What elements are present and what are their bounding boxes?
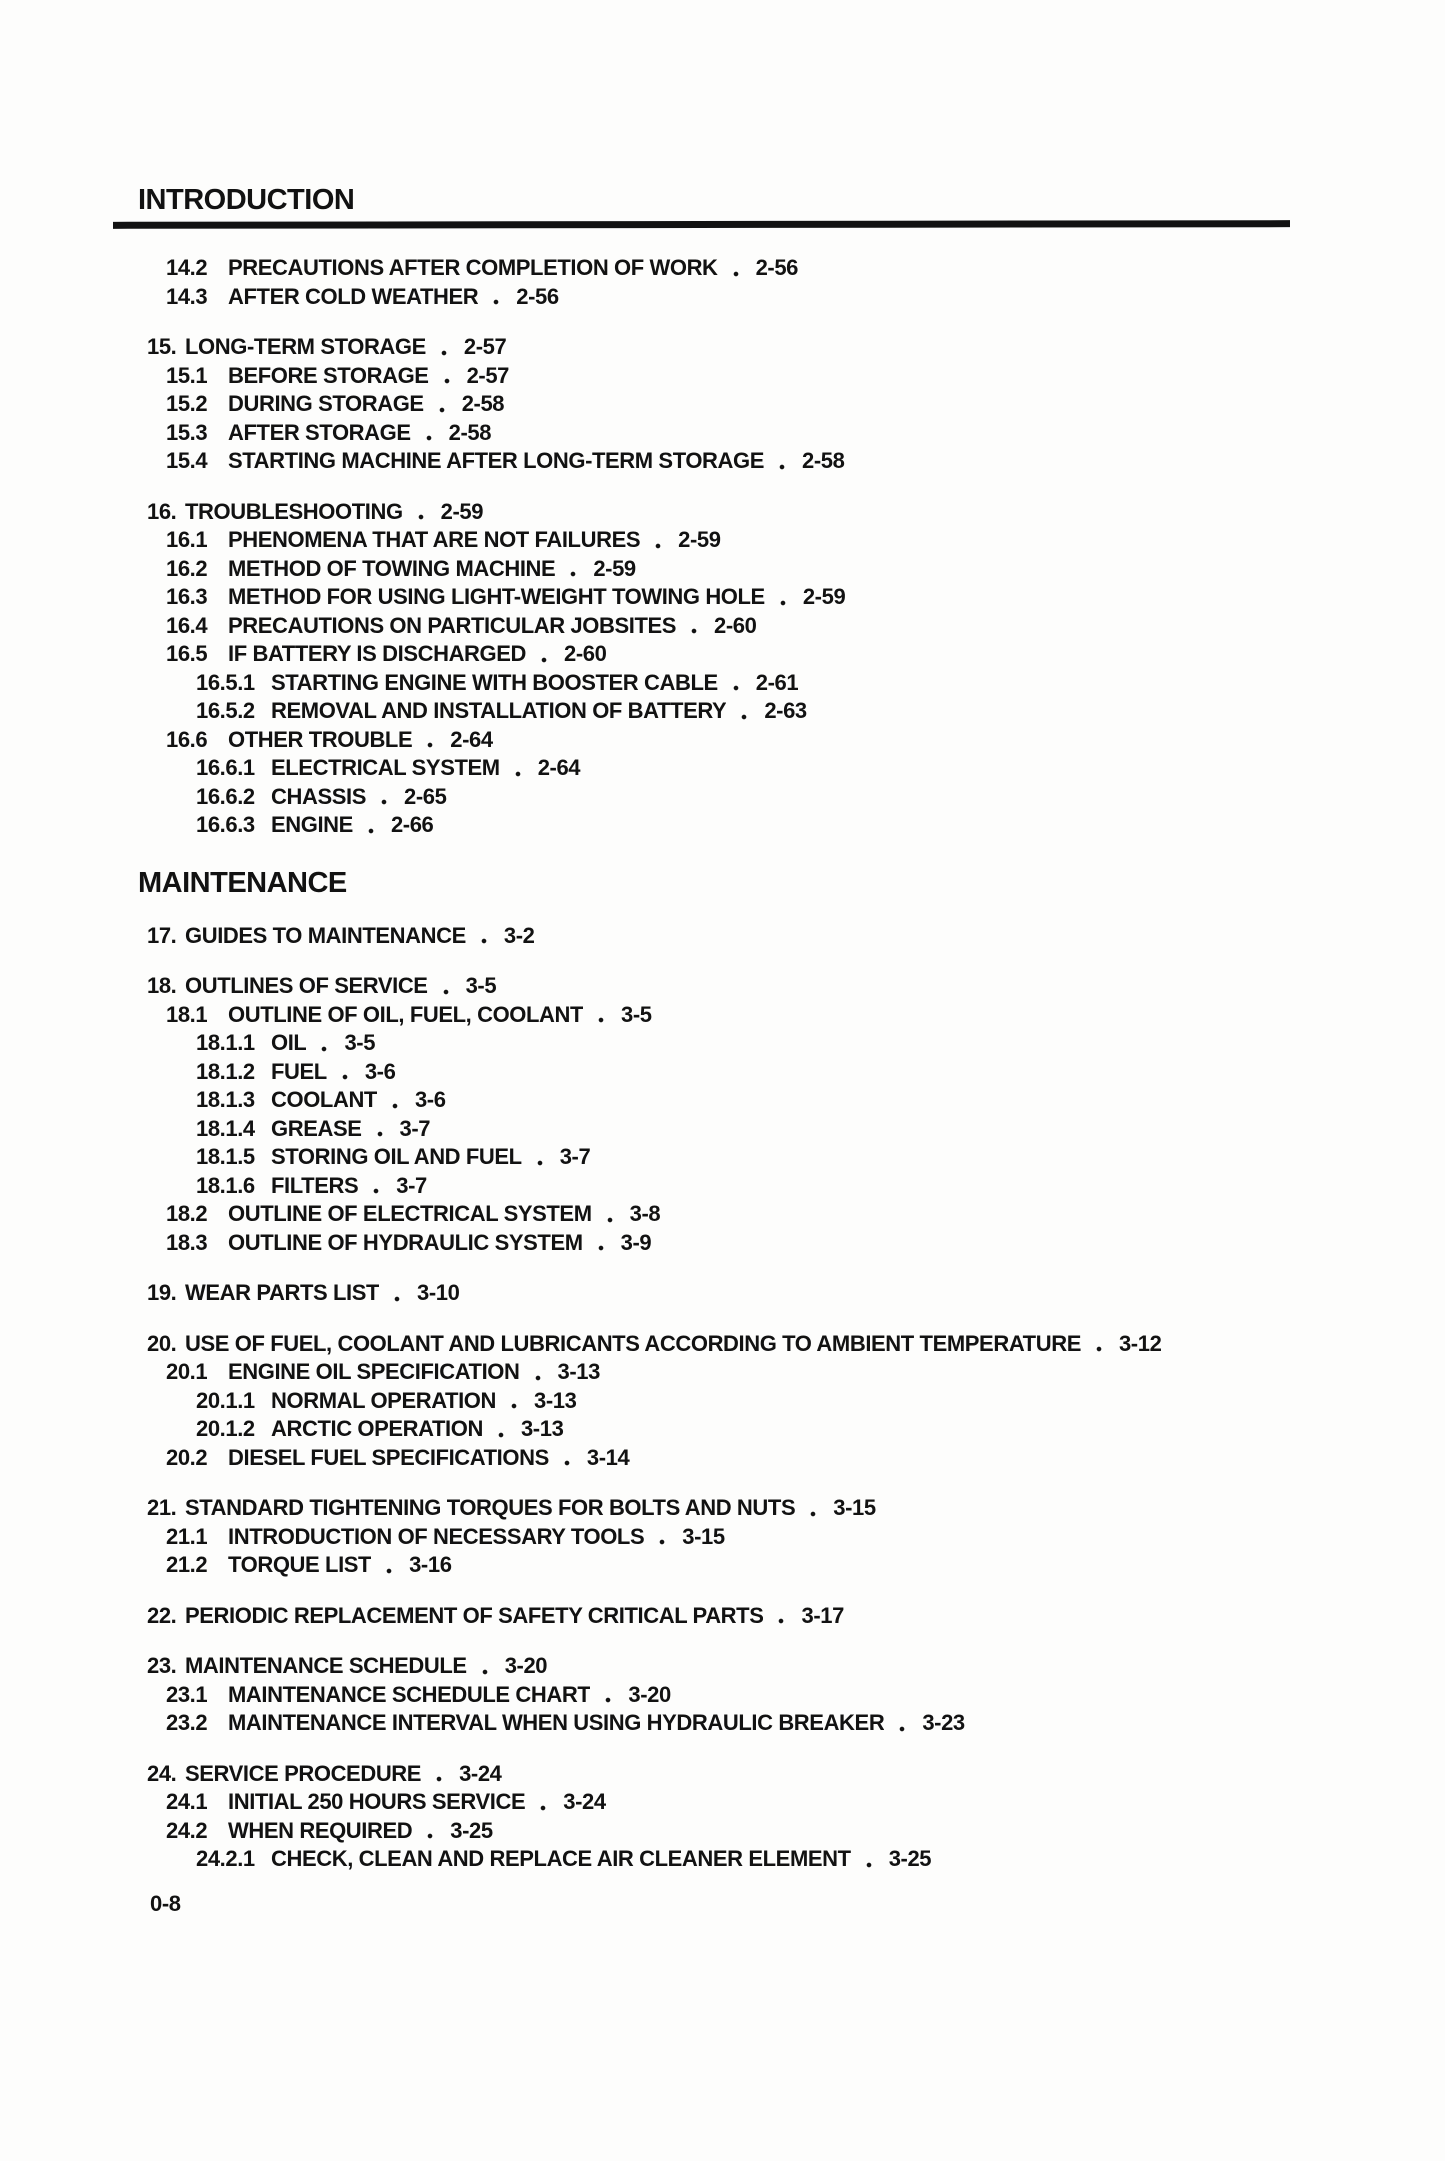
toc-entry — [147, 1143, 1287, 1172]
toc-entry — [147, 783, 1287, 812]
toc-group — [147, 1494, 1287, 1580]
toc-entry — [147, 555, 1287, 584]
toc-entry-page: 3-10 — [417, 1280, 460, 1305]
toc-entry — [147, 1817, 1287, 1846]
dot-leader — [656, 1537, 668, 1547]
toc-entry — [147, 1709, 1287, 1738]
toc-entry — [147, 498, 1287, 527]
toc-entry-number: 20.1.1 — [196, 1387, 255, 1413]
toc-entry — [147, 1652, 1287, 1681]
toc-entry-title: GREASE — [271, 1115, 362, 1141]
toc-entry-page: 2-58 — [448, 419, 492, 445]
toc-entry-title: ARCTIC OPERATION — [271, 1416, 483, 1441]
toc-entry-title: SERVICE PROCEDURE — [185, 1760, 422, 1786]
toc-entry-number: 20.1 — [166, 1359, 208, 1384]
toc-entry-number: 16.6 — [166, 726, 208, 752]
toc-entry — [147, 1086, 1287, 1115]
dot-leader — [490, 297, 502, 307]
toc-entry-page: 3-25 — [888, 1846, 932, 1871]
toc-entry-title: TROUBLESHOOTING — [185, 498, 403, 524]
toc-entry — [147, 1229, 1287, 1258]
toc-entry-number: 15. — [147, 334, 177, 359]
dot-leader — [688, 626, 700, 636]
toc-entry-title: AFTER COLD WEATHER — [228, 283, 479, 309]
dot-leader — [370, 1186, 382, 1196]
toc-group — [147, 498, 1287, 840]
toc-entry-number: 19. — [147, 1280, 177, 1305]
toc-entry-title: ELECTRICAL SYSTEM — [271, 755, 500, 780]
toc-entry — [147, 726, 1287, 755]
toc-entry-page: 2-58 — [461, 391, 505, 416]
toc-entry — [147, 283, 1287, 312]
toc-entry-title: USE OF FUEL, COOLANT AND LUBRICANTS ACCORDING TO AMBIENT TEMPERATURE — [185, 1330, 1081, 1356]
toc-entry-number: 16.1 — [166, 527, 208, 552]
dot-leader — [532, 1373, 544, 1383]
dot-leader — [374, 1129, 386, 1139]
dot-leader — [389, 1101, 401, 1111]
toc-entry-number: 23.1 — [166, 1681, 208, 1707]
toc-entry-title: ENGINE OIL SPECIFICATION — [228, 1359, 520, 1384]
dot-leader — [538, 655, 550, 665]
dot-leader — [365, 826, 377, 836]
dot-leader — [508, 1401, 520, 1411]
toc-entry-title: FUEL — [271, 1058, 327, 1084]
toc-entry-number: 15.2 — [166, 391, 208, 416]
toc-entry — [147, 526, 1287, 555]
dot-leader — [383, 1566, 395, 1576]
toc-entry-number: 16.6.3 — [196, 812, 255, 837]
toc-entry — [147, 754, 1287, 783]
toc-entry-page: 3-7 — [396, 1172, 427, 1198]
dot-leader — [561, 1458, 573, 1468]
toc-entry-number: 18.1.5 — [196, 1144, 255, 1169]
toc-entry-title: CHECK, CLEAN AND REPLACE AIR CLEANER ELEMENT — [271, 1846, 851, 1871]
dot-leader — [896, 1724, 908, 1734]
toc-entry — [147, 419, 1287, 448]
dot-leader — [1093, 1344, 1105, 1354]
toc-entry-page: 2-65 — [404, 783, 447, 809]
toc-entry-page: 2-56 — [516, 283, 559, 309]
toc-entry-title: WEAR PARTS LIST — [185, 1280, 380, 1305]
toc-entry-title: STARTING ENGINE WITH BOOSTER CABLE — [271, 669, 718, 695]
toc-entry-page: 3-9 — [620, 1229, 652, 1255]
toc-entry-page: 3-12 — [1118, 1330, 1162, 1356]
toc-entry-page: 3-20 — [628, 1681, 671, 1707]
toc-entry — [147, 612, 1287, 641]
toc-entry-number: 18.1 — [166, 1001, 208, 1027]
toc-entry-page: 2-60 — [714, 612, 757, 638]
dot-leader — [339, 1072, 351, 1082]
dot-leader — [478, 936, 490, 946]
toc-group — [147, 972, 1287, 1257]
toc-entry-page: 3-7 — [559, 1144, 591, 1169]
toc-entry-number: 16.3 — [166, 584, 208, 609]
toc-entry-title: ENGINE — [271, 812, 353, 837]
dot-leader — [479, 1667, 491, 1677]
toc-entry-number: 15.3 — [166, 419, 208, 445]
toc-entry-title: STARTING MACHINE AFTER LONG-TERM STORAGE — [228, 448, 765, 473]
dot-leader — [537, 1803, 549, 1813]
toc-entry-number: 18.1.6 — [196, 1172, 255, 1198]
toc-entry-title: FILTERS — [271, 1172, 359, 1198]
toc-entry-page: 3-13 — [557, 1359, 600, 1384]
toc-entry-number: 18.1.4 — [196, 1115, 255, 1141]
dot-leader — [440, 987, 452, 997]
toc-entry-page: 3-24 — [459, 1760, 502, 1786]
toc-entry — [147, 697, 1287, 726]
toc-entry — [147, 1523, 1287, 1552]
toc-entry — [147, 447, 1287, 476]
toc-entry-number: 24.2 — [166, 1817, 208, 1843]
toc-entry — [147, 1001, 1287, 1030]
toc-entry-number: 14.2 — [166, 255, 208, 280]
toc-entry-page: 2-59 — [678, 527, 721, 552]
toc-entry-page: 3-13 — [534, 1387, 577, 1413]
toc-entry — [147, 1387, 1287, 1416]
toc-entry-number: 20.1.2 — [196, 1416, 255, 1441]
toc-entry-title: STORING OIL AND FUEL — [271, 1144, 522, 1169]
toc-group — [147, 1760, 1287, 1874]
dot-leader — [534, 1158, 546, 1168]
toc-entry-title: OUTLINE OF ELECTRICAL SYSTEM — [228, 1201, 592, 1226]
toc-entry-page: 2-66 — [390, 812, 434, 837]
toc-entry-page: 3-7 — [399, 1115, 431, 1141]
toc-entry-number: 18.3 — [166, 1229, 208, 1255]
toc-entry-page: 3-25 — [450, 1817, 493, 1843]
toc-entry-number: 21. — [147, 1495, 177, 1520]
dot-leader — [595, 1243, 607, 1253]
dot-leader — [391, 1294, 403, 1304]
toc-entry — [147, 583, 1287, 612]
toc-entry-title: AFTER STORAGE — [228, 419, 411, 445]
toc-entry-number: 16.4 — [166, 612, 208, 638]
toc-entry-number: 18. — [147, 973, 177, 998]
toc-entry-page: 2-60 — [564, 641, 607, 666]
toc-entry-number: 21.2 — [166, 1552, 208, 1577]
toc-entry-number: 16.2 — [166, 555, 208, 581]
toc-entry — [147, 1200, 1287, 1229]
toc-entry-title: OUTLINE OF OIL, FUEL, COOLANT — [228, 1001, 584, 1027]
toc-group — [147, 1330, 1287, 1473]
toc-entry-page: 3-5 — [465, 973, 497, 998]
toc-entry — [147, 1115, 1287, 1144]
toc-entry — [147, 1029, 1287, 1058]
toc-entry-page: 3-14 — [586, 1444, 630, 1470]
toc-entry — [147, 669, 1287, 698]
dot-leader — [495, 1430, 507, 1440]
toc-entry — [147, 390, 1287, 419]
toc-entry-page: 3-20 — [504, 1653, 548, 1678]
toc-entry-page: 3-23 — [922, 1710, 965, 1735]
toc-entry-title: LONG-TERM STORAGE — [185, 334, 426, 359]
toc-entry-title: BEFORE STORAGE — [228, 362, 429, 388]
dot-leader — [438, 348, 450, 358]
toc-entry-page: 2-59 — [440, 498, 484, 524]
toc-entry-title: CHASSIS — [271, 783, 366, 809]
toc-entry-title: INTRODUCTION OF NECESSARY TOOLS — [228, 1523, 645, 1549]
toc-entry-page: 2-56 — [755, 255, 798, 280]
dot-leader — [738, 712, 750, 722]
toc-entry-title: OIL — [271, 1030, 307, 1055]
dot-leader — [441, 376, 453, 386]
toc-entry-number: 24.1 — [166, 1789, 208, 1814]
toc-entry — [147, 1358, 1287, 1387]
toc-entry-page: 2-61 — [755, 669, 799, 695]
dot-leader — [424, 740, 436, 750]
table-of-contents — [138, 254, 1287, 1874]
toc-entry-title: GUIDES TO MAINTENANCE — [185, 922, 466, 948]
toc-entry-title: STANDARD TIGHTENING TORQUES FOR BOLTS AND NUTS — [185, 1495, 796, 1520]
toc-group — [147, 1602, 1287, 1631]
toc-entry — [147, 1330, 1287, 1359]
toc-entry-number: 15.4 — [166, 448, 208, 473]
section-heading-maintenance: MAINTENANCE — [138, 866, 347, 899]
toc-entry-title: IF BATTERY IS DISCHARGED — [228, 641, 527, 666]
toc-entry-page: 2-57 — [463, 334, 507, 359]
toc-entry-title: MAINTENANCE INTERVAL WHEN USING HYDRAULIC BREAKER — [228, 1710, 885, 1735]
toc-entry-title: TORQUE LIST — [228, 1552, 372, 1577]
toc-entry-number: 15.1 — [166, 362, 208, 388]
toc-entry — [147, 362, 1287, 391]
dot-leader — [730, 683, 742, 693]
toc-entry-page: 2-64 — [450, 726, 493, 752]
toc-entry — [147, 1551, 1287, 1580]
toc-entry-page: 3-5 — [344, 1030, 376, 1055]
toc-entry-title: OUTLINE OF HYDRAULIC SYSTEM — [228, 1229, 583, 1255]
toc-group — [147, 1279, 1287, 1308]
dot-leader — [604, 1215, 616, 1225]
toc-entry-number: 16.5.2 — [196, 698, 255, 723]
dot-leader — [807, 1509, 819, 1519]
toc-entry — [147, 1845, 1287, 1874]
dot-leader — [415, 512, 427, 522]
dot-leader — [776, 462, 788, 472]
page-header-title: INTRODUCTION — [138, 184, 355, 216]
toc-entry — [147, 811, 1287, 840]
toc-entry-page: 3-6 — [414, 1087, 446, 1112]
toc-entry-title: MAINTENANCE SCHEDULE CHART — [228, 1681, 591, 1707]
dot-leader — [567, 569, 579, 579]
toc-entry-number: 17. — [147, 922, 177, 948]
toc-entry — [147, 1058, 1287, 1087]
dot-leader — [318, 1044, 330, 1054]
toc-entry-number: 18.1.2 — [196, 1058, 255, 1084]
toc-entry-title: PRECAUTIONS ON PARTICULAR JOBSITES — [228, 612, 677, 638]
dot-leader — [433, 1774, 445, 1784]
toc-entry-page: 3-17 — [801, 1602, 844, 1628]
toc-entry — [147, 1602, 1287, 1631]
toc-group — [147, 333, 1287, 476]
toc-entry-number: 18.1.1 — [196, 1030, 255, 1055]
toc-entry-page: 3-8 — [629, 1201, 661, 1226]
toc-entry-number: 23. — [147, 1653, 177, 1678]
dot-leader — [775, 1616, 787, 1626]
toc-entry-page: 3-24 — [563, 1789, 606, 1814]
dot-leader — [602, 1695, 614, 1705]
toc-entry-page: 3-5 — [621, 1001, 652, 1027]
toc-entry — [147, 972, 1287, 1001]
toc-entry — [147, 254, 1287, 283]
toc-entry-title: WHEN REQUIRED — [228, 1817, 413, 1843]
toc-entry-number: 16.6.2 — [196, 783, 255, 809]
toc-entry-number: 16. — [147, 498, 177, 524]
dot-leader — [423, 433, 435, 443]
toc-entry — [147, 1172, 1287, 1201]
dot-leader — [730, 269, 742, 279]
toc-group — [147, 1652, 1287, 1738]
dot-leader — [777, 598, 789, 608]
toc-entry — [147, 640, 1287, 669]
toc-entry-page: 2-58 — [802, 448, 845, 473]
dot-leader — [512, 769, 524, 779]
toc-group — [147, 922, 1287, 951]
toc-entry-title: METHOD OF TOWING MACHINE — [228, 555, 556, 581]
toc-entry-page: 2-57 — [466, 362, 510, 388]
toc-entry-title: MAINTENANCE SCHEDULE — [185, 1653, 467, 1678]
dot-leader — [436, 405, 448, 415]
toc-entry-number: 24.2.1 — [196, 1846, 255, 1871]
toc-entry-number: 21.1 — [166, 1523, 208, 1549]
toc-entry-number: 20.2 — [166, 1444, 208, 1470]
toc-entry-title: NORMAL OPERATION — [271, 1387, 497, 1413]
dot-leader — [652, 541, 664, 551]
toc-entry-page: 3-13 — [520, 1416, 564, 1441]
toc-entry — [147, 1760, 1287, 1789]
toc-entry-page: 2-64 — [537, 755, 581, 780]
toc-entry-number: 22. — [147, 1602, 177, 1628]
toc-entry — [147, 1788, 1287, 1817]
toc-entry — [147, 1415, 1287, 1444]
toc-entry-page: 3-15 — [682, 1523, 725, 1549]
dot-leader — [424, 1831, 436, 1841]
toc-entry-title: COOLANT — [271, 1087, 377, 1112]
toc-entry — [147, 1681, 1287, 1710]
toc-entry-number: 18.2 — [166, 1201, 208, 1226]
dot-leader — [595, 1015, 607, 1025]
toc-entry-title: PRECAUTIONS AFTER COMPLETION OF WORK — [228, 255, 718, 280]
header-rule — [113, 220, 1290, 229]
toc-entry-page: 3-16 — [409, 1552, 452, 1577]
toc-entry-number: 20. — [147, 1330, 177, 1356]
toc-entry-title: OUTLINES OF SERVICE — [185, 973, 428, 998]
toc-entry-title: DURING STORAGE — [228, 391, 424, 416]
toc-entry-page: 2-63 — [764, 698, 807, 723]
toc-entry-number: 18.1.3 — [196, 1087, 255, 1112]
toc-entry — [147, 333, 1287, 362]
toc-entry-title: PERIODIC REPLACEMENT OF SAFETY CRITICAL PARTS — [185, 1602, 764, 1628]
toc-entry-number: 24. — [147, 1760, 177, 1786]
toc-entry-title: DIESEL FUEL SPECIFICATIONS — [228, 1444, 549, 1470]
toc-entry-title: PHENOMENA THAT ARE NOT FAILURES — [228, 527, 641, 552]
toc-entry-title: OTHER TROUBLE — [228, 726, 413, 752]
toc-entry-title: METHOD FOR USING LIGHT-WEIGHT TOWING HOLE — [228, 584, 765, 609]
toc-entry-page: 3-2 — [503, 922, 535, 948]
toc-group — [147, 254, 1287, 311]
toc-entry-page: 3-15 — [833, 1495, 876, 1520]
toc-entry-page: 2-59 — [593, 555, 636, 581]
toc-entry-title: INITIAL 250 HOURS SERVICE — [228, 1789, 526, 1814]
toc-entry — [147, 1444, 1287, 1473]
toc-entry-number: 14.3 — [166, 283, 208, 309]
toc-entry-number: 16.6.1 — [196, 755, 255, 780]
dot-leader — [863, 1860, 875, 1870]
toc-entry-number: 16.5.1 — [196, 669, 255, 695]
toc-entry-number: 16.5 — [166, 641, 208, 666]
dot-leader — [378, 797, 390, 807]
toc-entry-page: 2-59 — [802, 584, 846, 609]
toc-entry-number: 23.2 — [166, 1710, 208, 1735]
footer-page-number: 0-8 — [150, 1891, 181, 1916]
toc-entry — [147, 1279, 1287, 1308]
toc-entry-title: REMOVAL AND INSTALLATION OF BATTERY — [271, 698, 727, 723]
toc-entry — [147, 1494, 1287, 1523]
toc-entry — [147, 922, 1287, 951]
toc-entry-page: 3-6 — [364, 1058, 396, 1084]
